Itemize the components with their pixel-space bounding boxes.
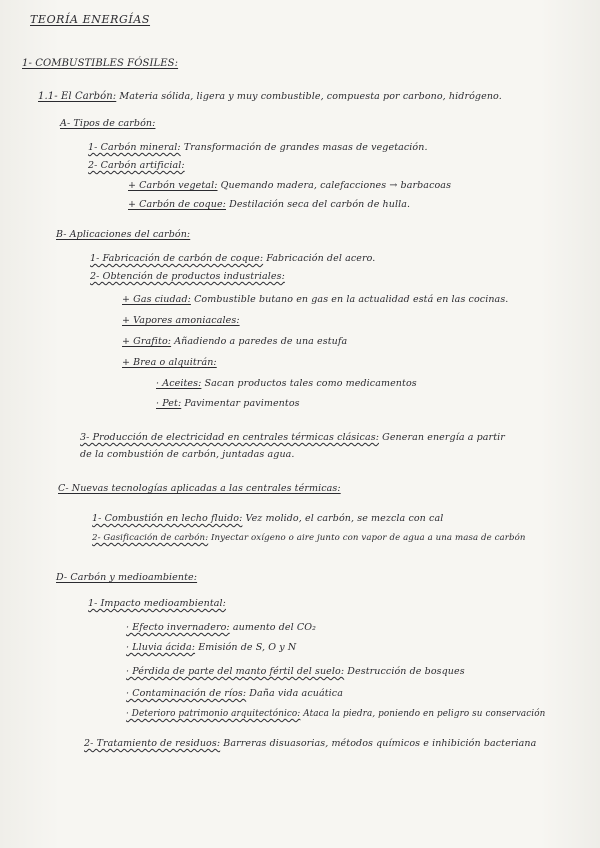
item-heading: 1- Carbón mineral: (88, 142, 181, 153)
item-body: Vez molido, el carbón, se mezcla con cal (245, 513, 444, 524)
section-1-heading: 1- COMBUSTIBLES FÓSILES: (22, 58, 179, 69)
section-1-1-body: Materia sólida, ligera y muy combustible, compuesta por carbono, hidrógeno. (119, 91, 502, 102)
section-a-item-2 (88, 160, 185, 172)
item-heading: 1- Combustión en lecho fluido: (92, 513, 243, 524)
item-heading: · Aceites: (156, 378, 202, 389)
section-d-item-1a (126, 622, 316, 634)
section-d-item-1e (126, 708, 545, 720)
section-b-item-3 (80, 432, 505, 444)
item-heading: 2- Carbón artificial: (88, 160, 185, 171)
item-body: Añadiendo a paredes de una estufa (174, 336, 348, 347)
section-b-item-1 (90, 253, 375, 265)
section-b-item-2c (122, 336, 347, 348)
item-heading: · Efecto invernadero: (126, 622, 230, 633)
item-body: Destrucción de bosques (347, 666, 465, 677)
section-b-heading: B- Aplicaciones del carbón: (56, 229, 191, 240)
item-body: Quemando madera, calefacciones → barbacoas (220, 180, 452, 191)
item-heading: + Carbón vegetal: (128, 180, 218, 191)
item-heading: + Grafito: (122, 336, 172, 347)
item-heading: + Brea o alquitrán: (122, 357, 217, 368)
section-c-item-1 (92, 513, 443, 525)
item-heading: + Carbón de coque: (128, 199, 226, 210)
item-heading: 2- Obtención de productos industriales: (90, 271, 285, 282)
section-1-1-heading: 1.1- El Carbón: (38, 91, 117, 102)
item-body: aumento del CO₂ (232, 622, 317, 633)
section-b-item-2d-1 (156, 378, 417, 390)
section-d-item-1 (88, 598, 226, 610)
item-body: Sacan productos tales como medicamentos (204, 378, 417, 389)
section-b-item-3-cont: de la combustión de carbón, juntadas agua. (80, 449, 295, 460)
section-b-item-2 (90, 271, 285, 283)
item-heading: · Lluvia ácida: (126, 642, 196, 653)
section-d-item-2 (84, 738, 536, 750)
section-d-heading: D- Carbón y medioambiente: (56, 572, 198, 583)
item-body: Daña vida acuática (249, 688, 343, 699)
item-body: Generan energía a partir (382, 432, 505, 443)
item-heading: · Pérdida de parte del manto fértil del suelo: (126, 666, 345, 677)
section-1-1-line (38, 91, 502, 103)
item-heading: · Pet: (156, 398, 182, 409)
item-heading: · Contaminación de ríos: (126, 688, 247, 699)
section-d-item-1d (126, 688, 343, 700)
item-body: Barreras disuasorias, métodos químicos e inhibición bacteriana (223, 738, 537, 749)
section-b-item-2d-2 (156, 398, 300, 410)
section-c-item-2 (92, 532, 526, 544)
item-heading: 2- Gasificación de carbón: (92, 533, 209, 543)
item-body: Transformación de grandes masas de vegetación. (183, 142, 428, 153)
section-b-item-2d (122, 357, 217, 369)
item-body: Inyectar oxígeno o aire junto con vapor de agua a una masa de carbón (211, 533, 526, 543)
item-heading: + Gas ciudad: (122, 294, 191, 305)
item-heading: 1- Fabricación de carbón de coque: (90, 253, 264, 264)
section-a-item-1 (88, 142, 428, 154)
item-body: Ataca la piedra, poniendo en peligro su conservación (303, 709, 546, 719)
item-heading: 2- Tratamiento de residuos: (84, 738, 221, 749)
item-heading: · Deterioro patrimonio arquitectónico: (126, 709, 301, 719)
item-body: Emisión de S, O y N (198, 642, 297, 653)
item-body: Combustible butano en gas en la actualidad está en las cocinas. (194, 294, 509, 305)
item-heading: 1- Impacto medioambiental: (88, 598, 226, 609)
section-d-item-1b (126, 642, 296, 654)
section-d-item-1c (126, 666, 465, 678)
section-a-heading: A- Tipos de carbón: (60, 118, 156, 129)
item-heading: + Vapores amoniacales: (122, 315, 240, 326)
section-c-heading: C- Nuevas tecnologías aplicadas a las centrales térmicas: (58, 483, 341, 494)
section-a-item-2a (128, 180, 451, 192)
item-heading: 3- Producción de electricidad en centrales térmicas clásicas: (80, 432, 379, 443)
item-body: Fabricación del acero. (266, 253, 376, 264)
item-body: Pavimentar pavimentos (184, 398, 300, 409)
section-b-item-2a (122, 294, 508, 306)
section-a-item-2b (128, 199, 410, 211)
page-title: TEORÍA ENERGÍAS (30, 13, 151, 26)
item-body: Destilación seca del carbón de hulla. (229, 199, 411, 210)
section-b-item-2b (122, 315, 240, 327)
